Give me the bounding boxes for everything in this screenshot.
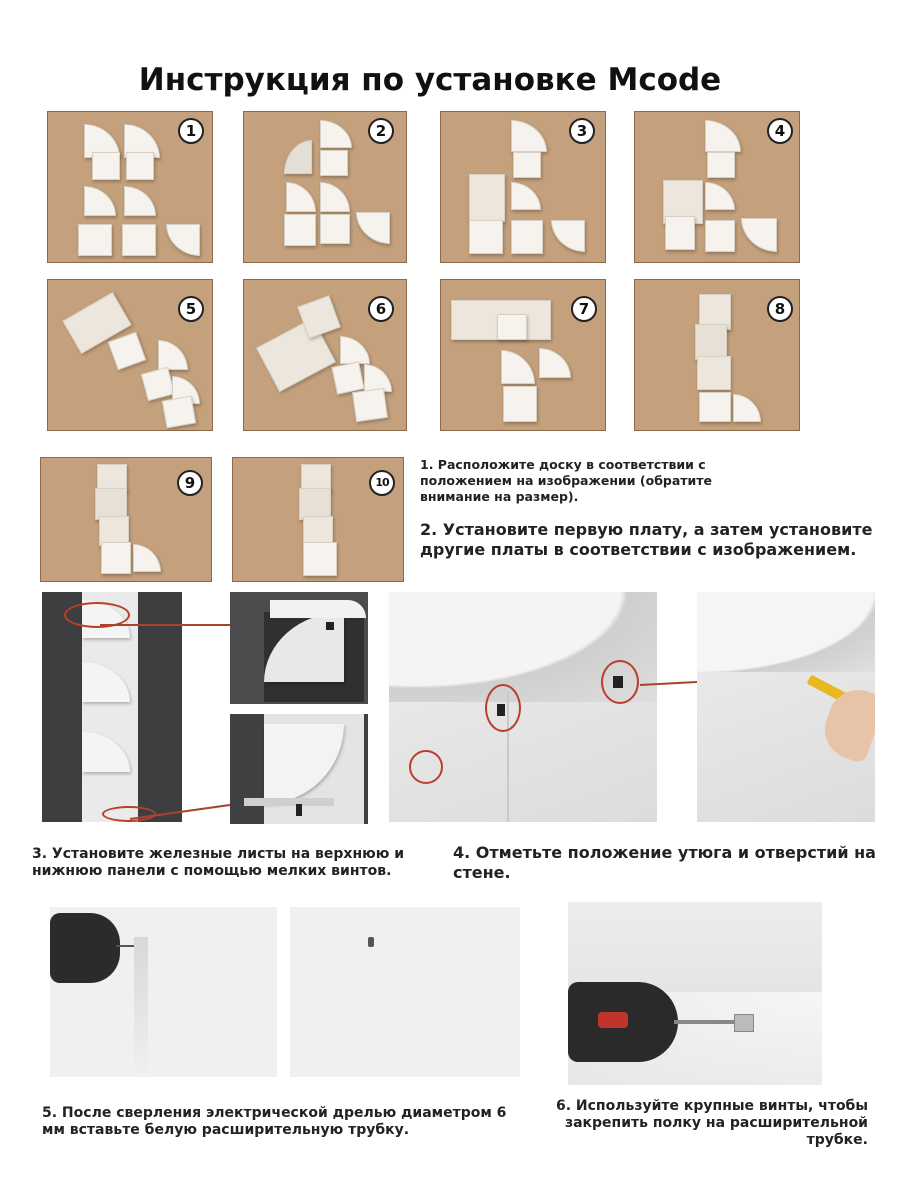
shelf-side-photo — [42, 592, 182, 822]
caption-step-2: 2. Установите первую плату, а затем установите другие платы в соответствии с изображением. — [420, 520, 873, 559]
screw-icon — [296, 804, 302, 816]
step-number-6: 6 — [368, 296, 394, 322]
drill-icon — [50, 913, 120, 983]
hole-photo — [290, 907, 520, 1077]
fix-screw-photo — [568, 902, 822, 1085]
step-number-4: 4 — [767, 118, 793, 144]
step-photo-3 — [440, 111, 606, 263]
corner-wall-photo — [389, 592, 657, 822]
caption-step-4: 4. Отметьте положение утюга и отверстий на стене. — [453, 843, 876, 882]
caption-step-3: 3. Установите железные листы на верхнюю и нижнюю панели с помощью мелких винтов. — [32, 846, 405, 879]
page-title: Инструкция по установке Mcode — [138, 62, 722, 98]
step-number-5: 5 — [178, 296, 204, 322]
step-photo-4 — [634, 111, 800, 263]
caption-step-1: 1. Расположите доску в соответствии с положением на изображении (обратите внимание на размер). — [420, 457, 713, 504]
step-photo-7 — [440, 279, 606, 431]
bracket-icon — [326, 622, 334, 630]
step-number-3: 3 — [569, 118, 595, 144]
marking-photo — [697, 592, 875, 822]
bracket-top-photo — [230, 592, 368, 704]
step-number-7: 7 — [571, 296, 597, 322]
step-photo-6 — [243, 279, 407, 431]
step-photo-9 — [40, 457, 212, 582]
bracket-bottom-photo — [230, 714, 368, 824]
pointer-arrow-top — [100, 624, 250, 626]
step-photo-10 — [232, 457, 404, 582]
drilling-photo — [50, 907, 277, 1077]
step-photo-8 — [634, 279, 800, 431]
step-number-2: 2 — [368, 118, 394, 144]
step-number-9: 9 — [177, 470, 203, 496]
caption-step-5: 5. После сверления электрической дрелью диаметром 6 мм вставьте белую расширительную трубку. — [42, 1105, 507, 1138]
step-photo-2 — [243, 111, 407, 263]
step-number-1: 1 — [178, 118, 204, 144]
step-number-8: 8 — [767, 296, 793, 322]
step-photo-1 — [47, 111, 213, 263]
step-photo-5 — [47, 279, 213, 431]
caption-step-6: 6. Используйте крупные винты, чтобы закрепить полку на расширительной трубке. — [555, 1098, 868, 1148]
step-number-10: 10 — [369, 470, 395, 496]
